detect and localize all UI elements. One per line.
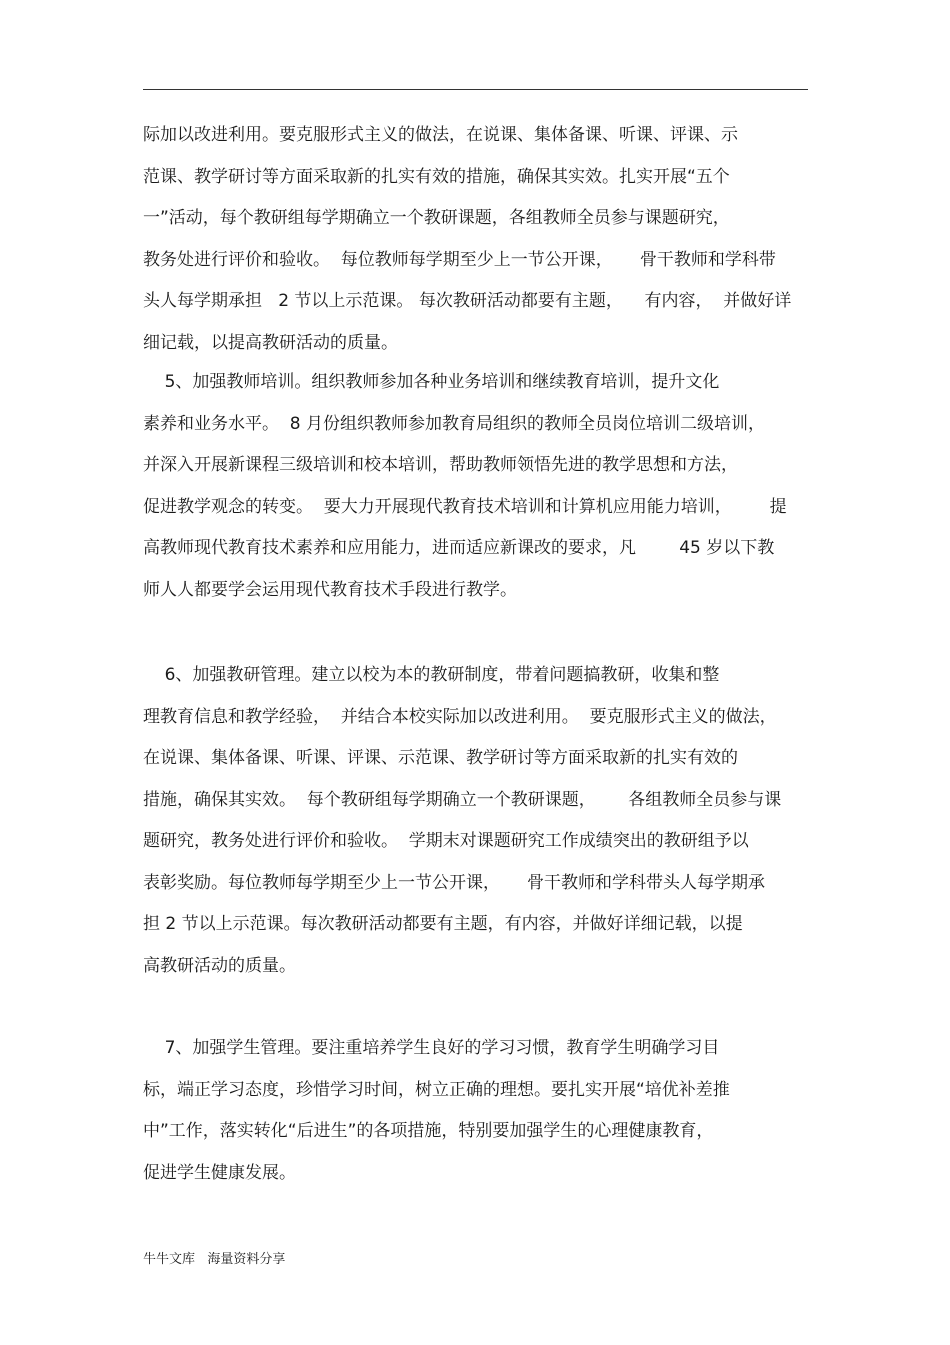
footer-text: 牛牛文库 海量资料分享 — [143, 1252, 286, 1267]
text-line: 细记载，以提高教研活动的质量。 — [143, 333, 398, 353]
text-line: 促进教学观念的转变。 要大力开展现代教育技术培训和计算机应用能力培训， 提 — [143, 497, 787, 517]
header-rule — [143, 89, 808, 90]
text-line: 5、加强教师培训。组织教师参加各种业务培训和继续教育培训，提升文化 — [143, 372, 720, 392]
text-line: 头人每学期承担 2 节以上示范课。 每次教研活动都要有主题， 有内容， 并做好详 — [143, 291, 792, 311]
text-line: 6、加强教研管理。建立以校为本的教研制度，带着问题搞教研，收集和整 — [143, 665, 720, 685]
text-line: 担 2 节以上示范课。每次教研活动都要有主题，有内容，并做好详细记载，以提 — [143, 914, 743, 934]
text-line: 7、加强学生管理。要注重培养学生良好的学习习惯，教育学生明确学习目 — [143, 1038, 720, 1058]
text-line: 促进学生健康发展。 — [143, 1163, 296, 1183]
text-line: 高教研活动的质量。 — [143, 956, 296, 976]
text-line: 理教育信息和教学经验， 并结合本校实际加以改进利用。 要克服形式主义的做法， — [143, 707, 777, 727]
text-line: 际加以改进利用。要克服形式主义的做法，在说课、集体备课、听课、评课、示 — [143, 125, 738, 145]
text-line: 高教师现代教育技术素养和应用能力，进而适应新课改的要求，凡 45 岁以下教 — [143, 538, 775, 558]
text-line: 表彰奖励。每位教师每学期至少上一节公开课， 骨干教师和学科带头人每学期承 — [143, 873, 766, 893]
text-line: 一”活动，每个教研组每学期确立一个教研课题，各组教师全员参与课题研究， — [143, 208, 730, 228]
text-line: 并深入开展新课程三级培训和校本培训，帮助教师领悟先进的教学思想和方法， — [143, 455, 738, 475]
text-line: 题研究，教务处进行评价和验收。 学期末对课题研究工作成绩突出的教研组予以 — [143, 831, 749, 851]
text-line: 师人人都要学会运用现代教育技术手段进行教学。 — [143, 580, 517, 600]
text-line: 素养和业务水平。 8 月份组织教师参加教育局组织的教师全员岗位培训二级培训， — [143, 414, 766, 434]
text-line: 教务处进行评价和验收。 每位教师每学期至少上一节公开课， 骨干教师和学科带 — [143, 250, 776, 270]
text-line: 中”工作，落实转化“后进生”的各项措施，特别要加强学生的心理健康教育， — [143, 1121, 714, 1141]
text-line: 措施，确保其实效。 每个教研组每学期确立一个教研课题， 各组教师全员参与课 — [143, 790, 782, 810]
text-line: 在说课、集体备课、听课、评课、示范课、教学研讨等方面采取新的扎实有效的 — [143, 748, 738, 768]
text-line: 标，端正学习态度，珍惜学习时间，树立正确的理想。要扎实开展“培优补差推 — [143, 1080, 730, 1100]
text-line: 范课、教学研讨等方面采取新的扎实有效的措施，确保其实效。扎实开展“五个 — [143, 167, 730, 187]
